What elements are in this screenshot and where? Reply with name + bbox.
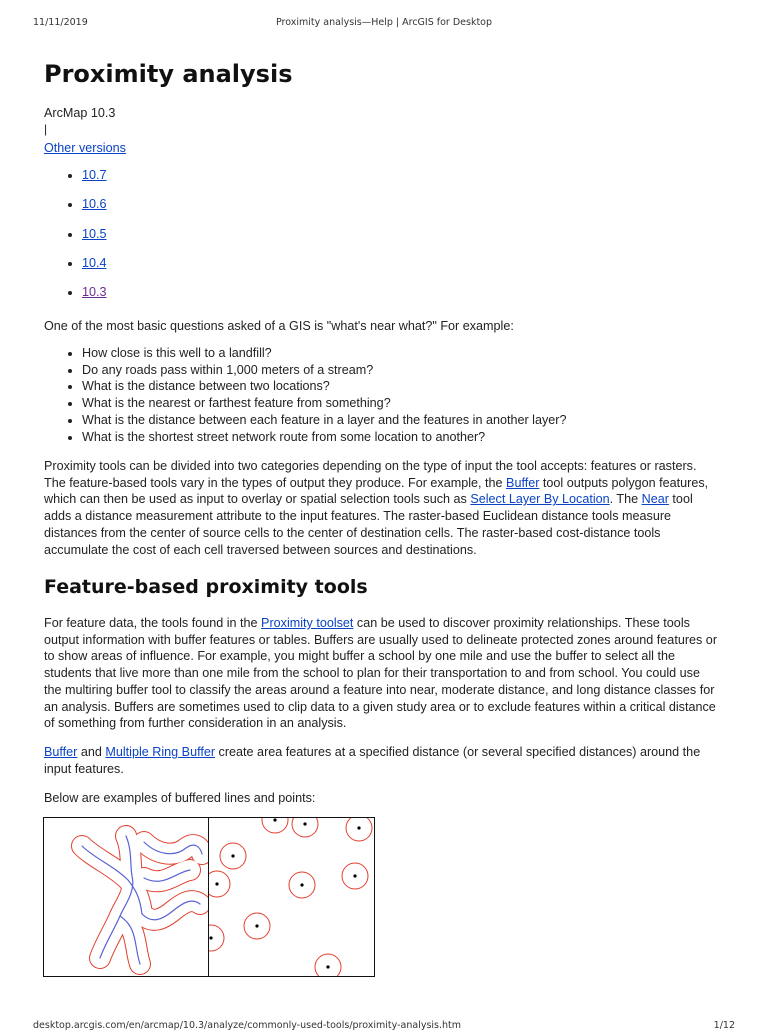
page-number: 1/12 (713, 1020, 735, 1031)
buffer-examples-figure (43, 817, 375, 977)
point-buffer-ring (209, 871, 230, 897)
print-header (0, 17, 768, 31)
version-list (44, 167, 107, 313)
multiple-ring-buffer-link[interactable]: Multiple Ring Buffer (105, 745, 216, 759)
question-item: • What is the shortest street network route from some location to another? (82, 429, 566, 446)
input-point (231, 854, 234, 857)
buffered-points-illustration (209, 818, 374, 976)
question-item: • What is the nearest or farthest feature from something? (82, 395, 566, 412)
buffered-lines-illustration (44, 818, 208, 976)
version-link-10-7[interactable]: 10.7 (82, 168, 107, 182)
point-buffer-ring (292, 818, 318, 837)
proximity-tools-paragraph: Proximity tools can be divided into two categories depending on the type of input the tool accepts: features or rasters. The feature-based tools vary in the types of output they produce. For example, the Buffer tool outputs polygon features, which can then be used as input to overlay or spatial selection tools such as Select Layer By Location. The Near tool adds a distance measurement attribute to the input features. The raster-based Euclidean distance tools measure distances from the center of source cells to the center of destination cells. The raster-based cost-distance tools accumulate the cost of each cell traversed between sources and destinations. (44, 459, 709, 557)
question-item: • What is the distance between two locations? (82, 378, 566, 395)
version-item (82, 226, 107, 255)
buffer-tool-link[interactable]: Buffer (44, 745, 78, 759)
input-point (303, 822, 306, 825)
version-link-10-4[interactable]: 10.4 (82, 255, 107, 270)
version-item (82, 196, 107, 225)
page-title: Proximity analysis (44, 60, 293, 88)
feature-data-paragraph: For feature data, the tools found in the Proximity toolset can be used to discover proximity relationships. These tools output information with buffer features or tables. Buffers are usually used to delineate protected zones around features or to show areas of influence. For example, you might buffer a school by one mile and use the buffer to select all the students that live more than one mile from the school to plan for their transportation to and from school. You could use the multiring buffer tool to classify the areas around a feature into near, moderate distance, and long distance classes for an analysis. Buffers are sometimes used to clip data to a given study area or to exclude features within a critical distance of something from further consideration in an analysis. (44, 616, 718, 731)
point-buffer-ring (315, 954, 341, 976)
version-link-10-6[interactable]: 10.6 (82, 197, 107, 212)
question-list (44, 345, 566, 445)
input-point (357, 826, 360, 829)
version-link-10-5[interactable]: 10.5 (82, 226, 107, 241)
buffered-points-panel (209, 818, 374, 976)
other-versions-link[interactable]: Other versions (44, 141, 126, 155)
input-point (326, 965, 329, 968)
buffer-fill (120, 916, 140, 964)
proximity-toolset-link[interactable]: Proximity toolset (261, 616, 354, 630)
input-point (209, 936, 212, 939)
section-heading: Feature-based proximity tools (44, 576, 368, 598)
buffer-link[interactable]: Buffer (506, 475, 540, 490)
print-page-title: Proximity analysis—Help | ArcGIS for Desktop (275, 17, 493, 28)
version-item (82, 255, 107, 284)
page-url: desktop.arcgis.com/en/arcmap/10.3/analyze/commonly-used-tools/proximity-analysis.htm (33, 1020, 462, 1031)
select-layer-by-location-link[interactable]: Select Layer By Location (470, 492, 610, 507)
input-point (273, 818, 276, 821)
buffered-lines-panel (44, 818, 209, 976)
print-date: 11/11/2019 (33, 17, 88, 28)
near-link[interactable]: Near (641, 492, 669, 507)
product-version: ArcMap 10.3 (44, 106, 116, 120)
intro-text: One of the most basic questions asked of a GIS is "what's near what?" For example: (44, 319, 514, 333)
print-footer (0, 1020, 768, 1034)
version-divider: | (44, 122, 48, 136)
buffer-fill (144, 842, 202, 854)
question-item: • What is the distance between each feature in a layer and the features in another layer? (82, 412, 566, 429)
examples-caption: Below are examples of buffered lines and points: (44, 791, 316, 805)
input-point (215, 882, 218, 885)
article (44, 56, 724, 805)
version-item (82, 167, 107, 196)
input-point (300, 883, 303, 886)
input-point (353, 874, 356, 877)
version-link-10-3[interactable]: 10.3 (82, 285, 107, 300)
question-item: • How close is this well to a landfill? (82, 345, 566, 362)
question-item: • Do any roads pass within 1,000 meters of a stream? (82, 362, 566, 379)
buffer-tools-paragraph: Buffer and Multiple Ring Buffer create area features at a specified distance (or several specified distances) around the input features. (44, 745, 701, 776)
version-item (82, 284, 107, 313)
input-point (255, 924, 258, 927)
